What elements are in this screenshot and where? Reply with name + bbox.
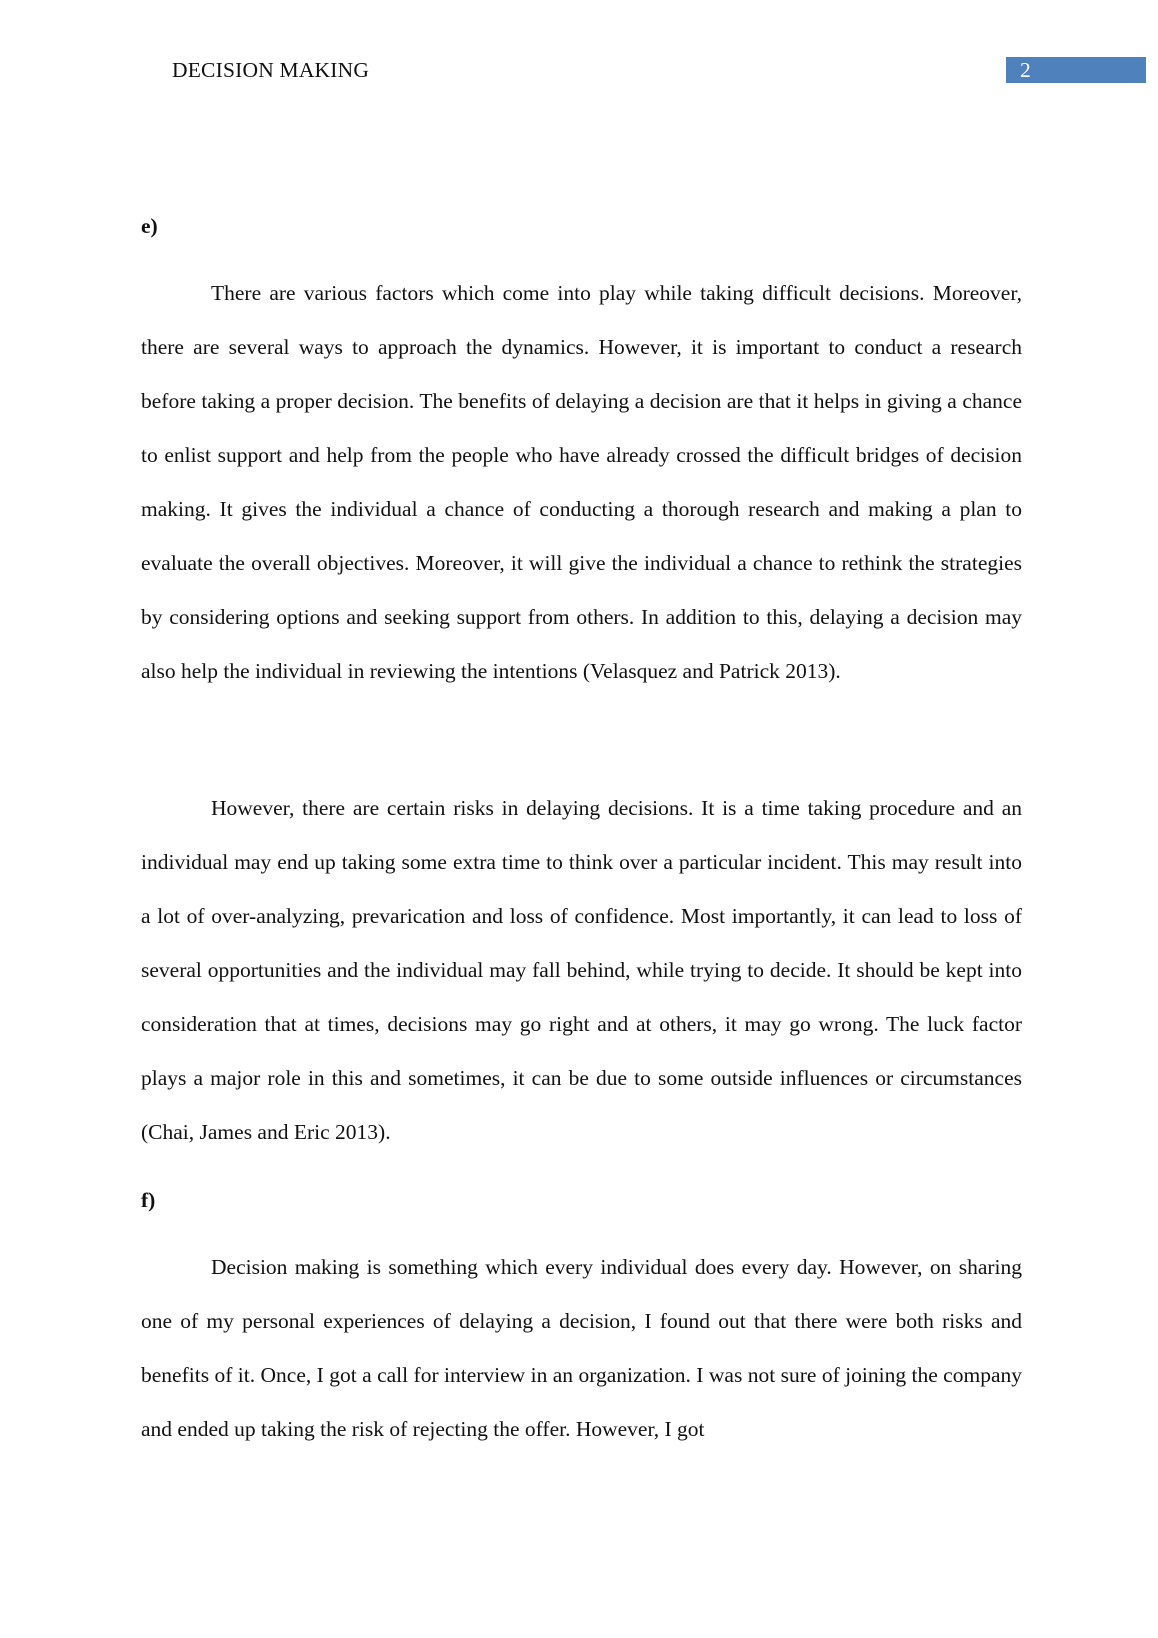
paragraph-risks: However, there are certain risks in delaying decisions. It is a time taking procedure and an individual may end up taking some extra time to think over a particular incident. This may result into a lot of over-analyzing, prevarication and loss of confidence. Most importantly, it can lead to loss of several opportunities and the individual may fall behind, while trying to decide. It should be kept into consideration that at times, decisions may go right and at others, it may go wrong. The luck factor plays a major role in this and sometimes, it can be due to some outside influences or circumstances (Chai, James and Eric 2013). (141, 796, 1022, 1144)
section-label-e: e) (141, 214, 158, 238)
page-number-box (1006, 57, 1146, 83)
running-head: DECISION MAKING (172, 58, 370, 82)
page-number: 2 (1020, 58, 1031, 82)
paragraph-experience: Decision making is something which every individual does every day. However, on sharing one of my personal experiences of delaying a decision, I found out that there were both risks and benefits of it. Once, I got a call for interview in an organization. I was not sure of joining the company and ended up taking the risk of rejecting the offer. However, I got (141, 1255, 1022, 1441)
section-label-f: f) (141, 1188, 156, 1212)
paragraph-benefits: There are various factors which come into play while taking difficult decisions. Moreover, there are several ways to approach the dynamics. However, it is important to conduct a research before taking a proper decision. The benefits of delaying a decision are that it helps in giving a chance to enlist support and help from the people who have already crossed the difficult bridges of decision making. It gives the individual a chance of conducting a thorough research and making a plan to evaluate the overall objectives. Moreover, it will give the individual a chance to rethink the strategies by considering options and seeking support from others. In addition to this, delaying a decision may also help the individual in reviewing the intentions (Velasquez and Patrick 2013). (141, 281, 1022, 683)
